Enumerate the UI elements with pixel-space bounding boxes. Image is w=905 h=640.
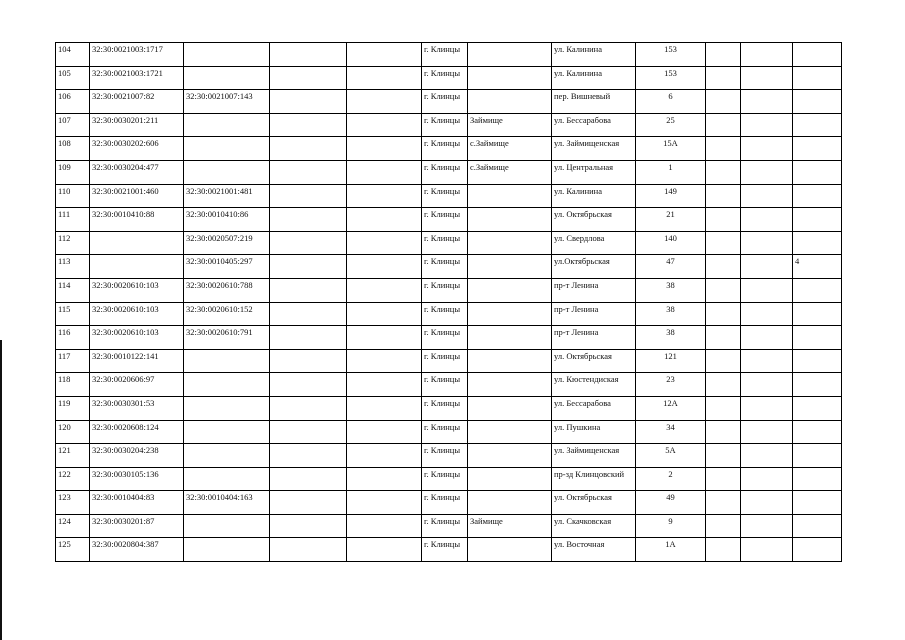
empty-cell [741, 208, 793, 232]
house-number-cell: 9 [636, 514, 706, 538]
cadastral-number-cell: 32:30:0021003:1717 [90, 43, 184, 67]
city-cell: г. Клинцы [422, 255, 468, 279]
cadastral-number-cell: 32:30:0020804:387 [90, 538, 184, 562]
empty-cell [706, 160, 741, 184]
empty-cell [270, 396, 347, 420]
empty-cell [706, 396, 741, 420]
empty-cell [270, 326, 347, 350]
table-row [56, 66, 842, 90]
cadastral-number-2-cell [184, 444, 270, 468]
cadastral-number-cell: 32:30:0021001:460 [90, 184, 184, 208]
house-number-cell: 21 [636, 208, 706, 232]
settlement-cell: Займище [468, 514, 552, 538]
city-cell: г. Клинцы [422, 137, 468, 161]
street-cell: ул. Калинина [552, 66, 636, 90]
empty-cell [706, 255, 741, 279]
empty-cell [347, 373, 422, 397]
empty-cell [741, 373, 793, 397]
city-cell: г. Клинцы [422, 491, 468, 515]
table-row [56, 90, 842, 114]
extra-value-cell [793, 184, 842, 208]
row-number-cell: 123 [56, 491, 90, 515]
row-number-cell: 112 [56, 231, 90, 255]
cadastral-number-cell: 32:30:0021003:1721 [90, 66, 184, 90]
settlement-cell [468, 420, 552, 444]
settlement-cell [468, 373, 552, 397]
empty-cell [706, 467, 741, 491]
row-number-cell: 115 [56, 302, 90, 326]
empty-cell [347, 491, 422, 515]
row-number-cell: 120 [56, 420, 90, 444]
settlement-cell [468, 231, 552, 255]
house-number-cell: 5А [636, 444, 706, 468]
cadastral-number-2-cell [184, 538, 270, 562]
empty-cell [706, 90, 741, 114]
cadastral-number-2-cell [184, 467, 270, 491]
empty-cell [741, 302, 793, 326]
street-cell: ул. Октябрьская [552, 208, 636, 232]
settlement-cell [468, 467, 552, 491]
city-cell: г. Клинцы [422, 349, 468, 373]
empty-cell [347, 66, 422, 90]
row-number-cell: 106 [56, 90, 90, 114]
empty-cell [270, 231, 347, 255]
street-cell: ул. Центральная [552, 160, 636, 184]
city-cell: г. Клинцы [422, 184, 468, 208]
empty-cell [347, 349, 422, 373]
house-number-cell: 121 [636, 349, 706, 373]
empty-cell [706, 444, 741, 468]
empty-cell [270, 444, 347, 468]
city-cell: г. Клинцы [422, 514, 468, 538]
cadastral-number-2-cell [184, 113, 270, 137]
extra-value-cell [793, 66, 842, 90]
empty-cell [741, 467, 793, 491]
empty-cell [706, 43, 741, 67]
city-cell: г. Клинцы [422, 278, 468, 302]
house-number-cell: 47 [636, 255, 706, 279]
table-row [56, 396, 842, 420]
empty-cell [270, 538, 347, 562]
table-row [56, 278, 842, 302]
settlement-cell: Займище [468, 113, 552, 137]
empty-cell [270, 137, 347, 161]
city-cell: г. Клинцы [422, 444, 468, 468]
city-cell: г. Клинцы [422, 90, 468, 114]
street-cell: ул. Калинина [552, 43, 636, 67]
city-cell: г. Клинцы [422, 43, 468, 67]
empty-cell [270, 302, 347, 326]
cadastral-number-2-cell: 32:30:0021001:481 [184, 184, 270, 208]
empty-cell [347, 90, 422, 114]
cadastral-number-cell: 32:30:0030202:606 [90, 137, 184, 161]
house-number-cell: 1 [636, 160, 706, 184]
empty-cell [347, 467, 422, 491]
empty-cell [706, 491, 741, 515]
empty-cell [270, 491, 347, 515]
empty-cell [347, 231, 422, 255]
settlement-cell [468, 302, 552, 326]
street-cell: пр-т Ленина [552, 326, 636, 350]
empty-cell [347, 514, 422, 538]
empty-cell [706, 278, 741, 302]
table-row [56, 420, 842, 444]
empty-cell [270, 160, 347, 184]
row-number-cell: 107 [56, 113, 90, 137]
cadastral-number-cell: 32:30:0030105:136 [90, 467, 184, 491]
street-cell: ул. Займищенская [552, 137, 636, 161]
empty-cell [706, 514, 741, 538]
city-cell: г. Клинцы [422, 396, 468, 420]
house-number-cell: 38 [636, 278, 706, 302]
settlement-cell [468, 326, 552, 350]
table-row [56, 184, 842, 208]
row-number-cell: 108 [56, 137, 90, 161]
extra-value-cell [793, 420, 842, 444]
empty-cell [270, 43, 347, 67]
empty-cell [347, 43, 422, 67]
row-number-cell: 111 [56, 208, 90, 232]
street-cell: ул.Октябрьская [552, 255, 636, 279]
cadastral-number-2-cell: 32:30:0010404:163 [184, 491, 270, 515]
cadastral-number-cell: 32:30:0010404:83 [90, 491, 184, 515]
settlement-cell [468, 349, 552, 373]
table-row [56, 326, 842, 350]
empty-cell [270, 349, 347, 373]
extra-value-cell [793, 396, 842, 420]
cadastral-number-2-cell [184, 396, 270, 420]
settlement-cell [468, 255, 552, 279]
empty-cell [741, 491, 793, 515]
table-row [56, 160, 842, 184]
street-cell: ул. Бессарабова [552, 396, 636, 420]
street-cell: ул. Пушкина [552, 420, 636, 444]
empty-cell [741, 255, 793, 279]
cadastral-number-cell: 32:30:0030201:211 [90, 113, 184, 137]
street-cell: ул. Калинина [552, 184, 636, 208]
extra-value-cell: 4 [793, 255, 842, 279]
street-cell: ул. Восточная [552, 538, 636, 562]
settlement-cell: с.Займище [468, 160, 552, 184]
city-cell: г. Клинцы [422, 160, 468, 184]
empty-cell [706, 538, 741, 562]
empty-cell [741, 90, 793, 114]
cadastral-number-cell: 32:30:0030301:53 [90, 396, 184, 420]
extra-value-cell [793, 302, 842, 326]
street-cell: пер. Вишневый [552, 90, 636, 114]
cadastral-number-cell: 32:30:0020610:103 [90, 278, 184, 302]
table-row [56, 491, 842, 515]
cadastral-number-2-cell: 32:30:0010405:297 [184, 255, 270, 279]
empty-cell [706, 137, 741, 161]
extra-value-cell [793, 90, 842, 114]
extra-value-cell [793, 326, 842, 350]
empty-cell [741, 184, 793, 208]
cadastral-number-cell: 32:30:0030204:238 [90, 444, 184, 468]
street-cell: пр-т Ленина [552, 302, 636, 326]
table-row [56, 302, 842, 326]
settlement-cell: с.Займище [468, 137, 552, 161]
city-cell: г. Клинцы [422, 373, 468, 397]
cadastral-number-2-cell [184, 137, 270, 161]
empty-cell [347, 184, 422, 208]
cadastral-number-cell: 32:30:0020610:103 [90, 326, 184, 350]
empty-cell [741, 349, 793, 373]
row-number-cell: 116 [56, 326, 90, 350]
empty-cell [270, 420, 347, 444]
street-cell: ул. Кюстендиская [552, 373, 636, 397]
row-number-cell: 110 [56, 184, 90, 208]
house-number-cell: 12А [636, 396, 706, 420]
table-row [56, 137, 842, 161]
cadastral-number-cell: 32:30:0010122:141 [90, 349, 184, 373]
row-number-cell: 119 [56, 396, 90, 420]
extra-value-cell [793, 491, 842, 515]
empty-cell [270, 255, 347, 279]
street-cell: пр-т Ленина [552, 278, 636, 302]
row-number-cell: 113 [56, 255, 90, 279]
row-number-cell: 124 [56, 514, 90, 538]
house-number-cell: 1А [636, 538, 706, 562]
table-row [56, 373, 842, 397]
house-number-cell: 38 [636, 326, 706, 350]
settlement-cell [468, 184, 552, 208]
table-row [56, 208, 842, 232]
extra-value-cell [793, 444, 842, 468]
house-number-cell: 6 [636, 90, 706, 114]
settlement-cell [468, 491, 552, 515]
empty-cell [706, 349, 741, 373]
cadastral-number-2-cell [184, 514, 270, 538]
table-body [56, 43, 842, 562]
street-cell: ул. Бессарабова [552, 113, 636, 137]
row-number-cell: 104 [56, 43, 90, 67]
table-row [56, 444, 842, 468]
cadastral-number-2-cell [184, 43, 270, 67]
empty-cell [706, 113, 741, 137]
street-cell: ул. Октябрьская [552, 491, 636, 515]
empty-cell [741, 160, 793, 184]
house-number-cell: 34 [636, 420, 706, 444]
cadastral-number-cell [90, 231, 184, 255]
extra-value-cell [793, 208, 842, 232]
house-number-cell: 38 [636, 302, 706, 326]
cadastral-number-2-cell: 32:30:0020507:219 [184, 231, 270, 255]
cadastral-number-cell: 32:30:0010410:88 [90, 208, 184, 232]
settlement-cell [468, 90, 552, 114]
table-row [56, 538, 842, 562]
cadastral-number-cell: 32:30:0021007:82 [90, 90, 184, 114]
extra-value-cell [793, 43, 842, 67]
city-cell: г. Клинцы [422, 302, 468, 326]
empty-cell [270, 90, 347, 114]
scan-edge-line [0, 340, 2, 640]
empty-cell [270, 514, 347, 538]
empty-cell [347, 278, 422, 302]
extra-value-cell [793, 538, 842, 562]
table-row [56, 467, 842, 491]
row-number-cell: 122 [56, 467, 90, 491]
empty-cell [347, 302, 422, 326]
empty-cell [347, 208, 422, 232]
street-cell: ул. Октябрьская [552, 349, 636, 373]
street-cell: пр-зд Клинцовский [552, 467, 636, 491]
empty-cell [741, 396, 793, 420]
row-number-cell: 117 [56, 349, 90, 373]
settlement-cell [468, 538, 552, 562]
cadastral-number-2-cell: 32:30:0020610:791 [184, 326, 270, 350]
empty-cell [741, 278, 793, 302]
table-row [56, 231, 842, 255]
cadastral-number-2-cell [184, 349, 270, 373]
empty-cell [347, 420, 422, 444]
city-cell: г. Клинцы [422, 420, 468, 444]
empty-cell [347, 255, 422, 279]
empty-cell [741, 514, 793, 538]
empty-cell [270, 467, 347, 491]
extra-value-cell [793, 514, 842, 538]
house-number-cell: 153 [636, 66, 706, 90]
city-cell: г. Клинцы [422, 113, 468, 137]
cadastral-number-cell [90, 255, 184, 279]
cadastral-number-cell: 32:30:0020608:124 [90, 420, 184, 444]
empty-cell [706, 373, 741, 397]
city-cell: г. Клинцы [422, 231, 468, 255]
city-cell: г. Клинцы [422, 467, 468, 491]
row-number-cell: 121 [56, 444, 90, 468]
house-number-cell: 2 [636, 467, 706, 491]
table-row [56, 514, 842, 538]
settlement-cell [468, 444, 552, 468]
empty-cell [270, 373, 347, 397]
registry-table [55, 42, 842, 562]
cadastral-number-cell: 32:30:0020606:97 [90, 373, 184, 397]
cadastral-number-2-cell: 32:30:0010410:86 [184, 208, 270, 232]
empty-cell [741, 420, 793, 444]
empty-cell [270, 113, 347, 137]
house-number-cell: 25 [636, 113, 706, 137]
empty-cell [270, 66, 347, 90]
empty-cell [270, 184, 347, 208]
extra-value-cell [793, 231, 842, 255]
empty-cell [741, 137, 793, 161]
row-number-cell: 114 [56, 278, 90, 302]
empty-cell [347, 326, 422, 350]
row-number-cell: 105 [56, 66, 90, 90]
house-number-cell: 23 [636, 373, 706, 397]
empty-cell [347, 113, 422, 137]
empty-cell [741, 326, 793, 350]
house-number-cell: 149 [636, 184, 706, 208]
row-number-cell: 125 [56, 538, 90, 562]
empty-cell [741, 444, 793, 468]
table-row [56, 43, 842, 67]
table-row [56, 349, 842, 373]
extra-value-cell [793, 467, 842, 491]
street-cell: ул. Скачковская [552, 514, 636, 538]
extra-value-cell [793, 373, 842, 397]
cadastral-number-cell: 32:30:0030201:87 [90, 514, 184, 538]
empty-cell [706, 420, 741, 444]
city-cell: г. Клинцы [422, 326, 468, 350]
cadastral-number-2-cell: 32:30:0020610:788 [184, 278, 270, 302]
table-row [56, 255, 842, 279]
empty-cell [270, 208, 347, 232]
empty-cell [706, 302, 741, 326]
house-number-cell: 49 [636, 491, 706, 515]
extra-value-cell [793, 349, 842, 373]
empty-cell [741, 43, 793, 67]
extra-value-cell [793, 137, 842, 161]
street-cell: ул. Свердлова [552, 231, 636, 255]
empty-cell [706, 66, 741, 90]
extra-value-cell [793, 113, 842, 137]
empty-cell [741, 113, 793, 137]
settlement-cell [468, 66, 552, 90]
cadastral-number-2-cell: 32:30:0021007:143 [184, 90, 270, 114]
cadastral-number-cell: 32:30:0030204:477 [90, 160, 184, 184]
street-cell: ул. Займищенская [552, 444, 636, 468]
empty-cell [270, 278, 347, 302]
empty-cell [706, 326, 741, 350]
empty-cell [741, 66, 793, 90]
settlement-cell [468, 208, 552, 232]
settlement-cell [468, 278, 552, 302]
extra-value-cell [793, 278, 842, 302]
cadastral-number-2-cell: 32:30:0020610:152 [184, 302, 270, 326]
empty-cell [741, 538, 793, 562]
cadastral-number-2-cell [184, 160, 270, 184]
empty-cell [706, 208, 741, 232]
cadastral-number-2-cell [184, 420, 270, 444]
empty-cell [347, 444, 422, 468]
city-cell: г. Клинцы [422, 538, 468, 562]
table-row [56, 113, 842, 137]
cadastral-number-cell: 32:30:0020610:103 [90, 302, 184, 326]
house-number-cell: 153 [636, 43, 706, 67]
house-number-cell: 15А [636, 137, 706, 161]
empty-cell [347, 396, 422, 420]
cadastral-number-2-cell [184, 373, 270, 397]
house-number-cell: 140 [636, 231, 706, 255]
settlement-cell [468, 43, 552, 67]
settlement-cell [468, 396, 552, 420]
empty-cell [347, 538, 422, 562]
city-cell: г. Клинцы [422, 66, 468, 90]
city-cell: г. Клинцы [422, 208, 468, 232]
empty-cell [347, 160, 422, 184]
empty-cell [706, 184, 741, 208]
row-number-cell: 118 [56, 373, 90, 397]
cadastral-number-2-cell [184, 66, 270, 90]
empty-cell [706, 231, 741, 255]
empty-cell [347, 137, 422, 161]
row-number-cell: 109 [56, 160, 90, 184]
empty-cell [741, 231, 793, 255]
extra-value-cell [793, 160, 842, 184]
